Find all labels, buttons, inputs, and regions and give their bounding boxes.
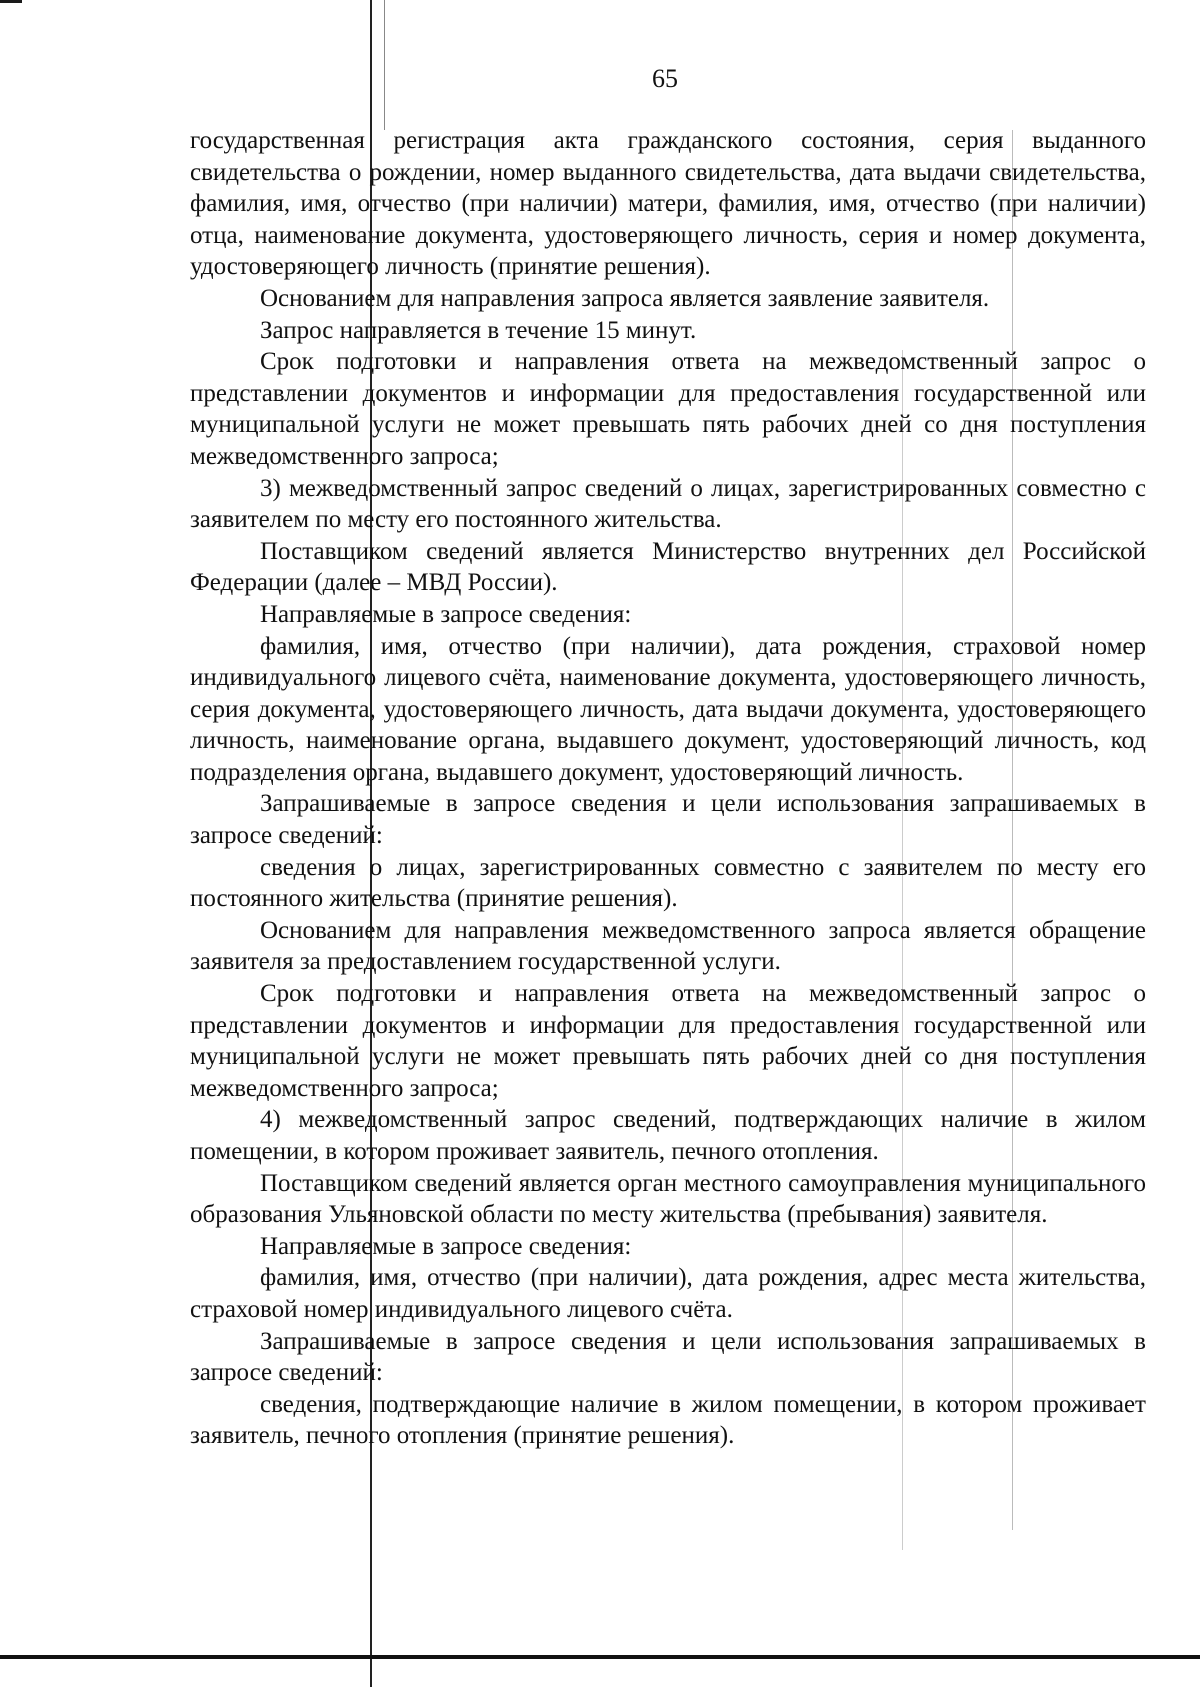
- paragraph: Запрашиваемые в запросе сведения и цели использования запрашиваемых в запросе сведений:: [190, 1327, 1146, 1387]
- paragraph: 4) межведомственный запрос сведений, подтверждающих наличие в жилом помещении, в котором проживает заявитель, печного отопления.: [190, 1106, 1146, 1165]
- paragraph: Основанием для направления межведомственного запроса является обращение заявителя за предоставлением государственной услуги.: [190, 916, 1146, 976]
- paragraph: Запрашиваемые в запросе сведения и цели использования запрашиваемых в запросе сведений:: [190, 790, 1146, 850]
- paragraph: Поставщиком сведений является Министерство внутренних дел Российской Федерации (далее – МВД России).: [190, 537, 1146, 597]
- paragraph: Запрос направляется в течение 15 минут.: [260, 316, 697, 344]
- paragraph: фамилия, имя, отчество (при наличии), дата рождения, страховой номер индивидуального лицевого счёта, наименование документа, удостоверяющего личность, серия документа, удостоверяющего личность, дата выдачи документа, удостоверяющего личность, наименование органа, выдавшего документ, удостоверяющий личность, код подразделения органа, выдавшего документ, удостоверяющий личность.: [190, 632, 1146, 786]
- paragraph: Основанием для направления запроса является заявление заявителя.: [260, 284, 990, 312]
- paragraph: сведения о лицах, зарегистрированных совместно с заявителем по месту его постоянного жительства (принятие решения).: [190, 853, 1146, 913]
- paragraph: Срок подготовки и направления ответа на межведомственный запрос о представлении документов и информации для предоставления государственной или муниципальной услуги не может превышать пять рабочих дней со дня поступления межведомственного запроса;: [190, 980, 1146, 1102]
- paragraph: сведения, подтверждающие наличие в жилом помещении, в котором проживает заявитель, печного отопления (принятие решения).: [190, 1390, 1146, 1450]
- page-number: 65: [652, 64, 678, 93]
- scan-artifact-top: [0, 0, 22, 3]
- paragraph: Срок подготовки и направления ответа на межведомственный запрос о представлении документов и информации для предоставления государственной или муниципальной услуги не может превышать пять рабочих дней со дня поступления межведомственного запроса;: [190, 348, 1146, 470]
- document-body: [190, 125, 1146, 1452]
- paragraph: Поставщиком сведений является орган местного самоуправления муниципального образования Ульяновской области по месту жительства (пребывания) заявителя.: [190, 1169, 1146, 1229]
- paragraph: Направляемые в запросе сведения:: [260, 600, 632, 628]
- paragraph: 3) межведомственный запрос сведений о лицах, зарегистрированных совместно с заявителем по месту его постоянного жительства.: [190, 474, 1146, 534]
- paragraph: государственная регистрация акта гражданского состояния, серия выданного свидетельства о рождении, номер выданного свидетельства, дата выдачи свидетельства, фамилия, имя, отчество (при наличии) матери, фамилия, имя, отчество (при наличии) отца, наименование документа, удостоверяющего личность, серия и номер документа, удостоверяющего личность (принятие решения).: [190, 127, 1146, 281]
- scan-artifact-bottom-edge: [0, 1655, 1200, 1659]
- paragraph: фамилия, имя, отчество (при наличии), дата рождения, адрес места жительства, страховой номер индивидуального лицевого счёта.: [190, 1264, 1146, 1323]
- paragraph: Направляемые в запросе сведения:: [260, 1232, 632, 1260]
